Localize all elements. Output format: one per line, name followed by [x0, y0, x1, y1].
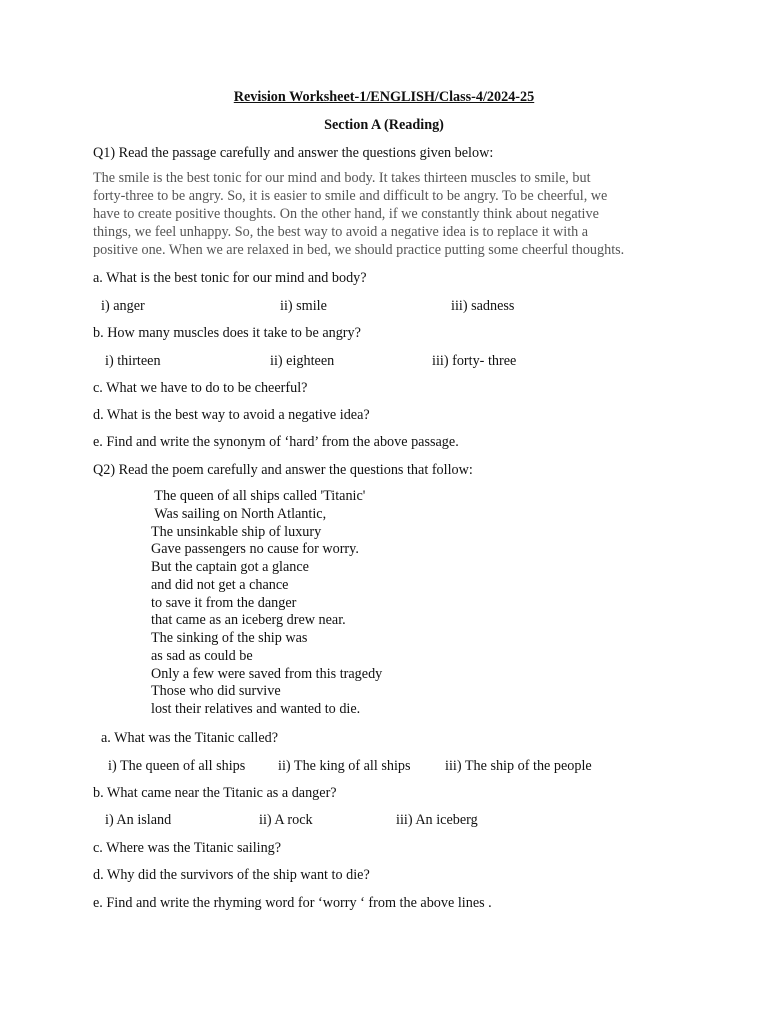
poem-line: Was sailing on North Atlantic, [151, 506, 327, 522]
q2-prompt: Q2) Read the poem carefully and answer the questions that follow: [93, 462, 473, 478]
q1b-option-1: i) thirteen [105, 353, 161, 369]
q2a-option-1: i) The queen of all ships [108, 758, 246, 774]
q1-question-b: b. How many muscles does it take to be angry? [93, 325, 361, 341]
poem-line: Only a few were saved from this tragedy [151, 666, 383, 682]
q1-question-a: a. What is the best tonic for our mind and body? [93, 270, 367, 286]
poem-line: Those who did survive [151, 683, 281, 699]
passage-line: forty-three to be angry. So, it is easier to smile and difficult to be angry. To be cheerful, we [93, 188, 608, 204]
poem-line: But the captain got a glance [151, 559, 309, 575]
q2b-option-3: iii) An iceberg [396, 812, 478, 828]
q2a-option-3: iii) The ship of the people [445, 758, 592, 774]
poem-line: The unsinkable ship of luxury [151, 524, 322, 540]
q1-question-d: d. What is the best way to avoid a negative idea? [93, 407, 370, 423]
q1-prompt: Q1) Read the passage carefully and answer the questions given below: [93, 145, 494, 161]
section-heading: Section A (Reading) [324, 117, 444, 133]
q2-question-c: c. Where was the Titanic sailing? [93, 840, 282, 856]
worksheet-title: Revision Worksheet-1/ENGLISH/Class-4/2024-25 [233, 89, 535, 105]
passage-line: The smile is the best tonic for our mind and body. It takes thirteen muscles to smile, but [93, 170, 591, 186]
poem-line: Gave passengers no cause for worry. [151, 541, 359, 557]
passage-line: positive one. When we are relaxed in bed, we should practice putting some cheerful thoughts. [93, 242, 625, 258]
q2-question-d: d. Why did the survivors of the ship want to die? [93, 867, 370, 883]
poem-line: lost their relatives and wanted to die. [151, 701, 361, 717]
passage-line: have to create positive thoughts. On the other hand, if we constantly think about negative [93, 206, 599, 222]
poem-line: as sad as could be [151, 648, 253, 664]
poem-line: The sinking of the ship was [151, 630, 308, 646]
poem-line: to save it from the danger [151, 595, 297, 611]
q1b-option-2: ii) eighteen [270, 353, 335, 369]
q1a-option-3: iii) sadness [451, 298, 515, 314]
passage-line: things, we feel unhappy. So, the best way to avoid a negative idea is to replace it with a [93, 224, 589, 240]
q1b-option-3: iii) forty- three [432, 353, 517, 369]
q2-question-e: e. Find and write the rhyming word for ‘worry ‘ from the above lines . [93, 895, 492, 911]
q2-question-b: b. What came near the Titanic as a danger? [93, 785, 337, 801]
q1-question-c: c. What we have to do to be cheerful? [93, 380, 308, 396]
q2-question-a: a. What was the Titanic called? [101, 730, 279, 746]
poem-line: that came as an iceberg drew near. [151, 612, 346, 628]
poem-line: The queen of all ships called 'Titanic' [151, 488, 366, 504]
q1a-option-1: i) anger [101, 298, 145, 314]
q2a-option-2: ii) The king of all ships [278, 758, 411, 774]
q1-question-e: e. Find and write the synonym of ‘hard’ from the above passage. [93, 434, 459, 450]
q2b-option-1: i) An island [105, 812, 172, 828]
poem-line: and did not get a chance [151, 577, 289, 593]
q2b-option-2: ii) A rock [259, 812, 313, 828]
q1a-option-2: ii) smile [280, 298, 327, 314]
